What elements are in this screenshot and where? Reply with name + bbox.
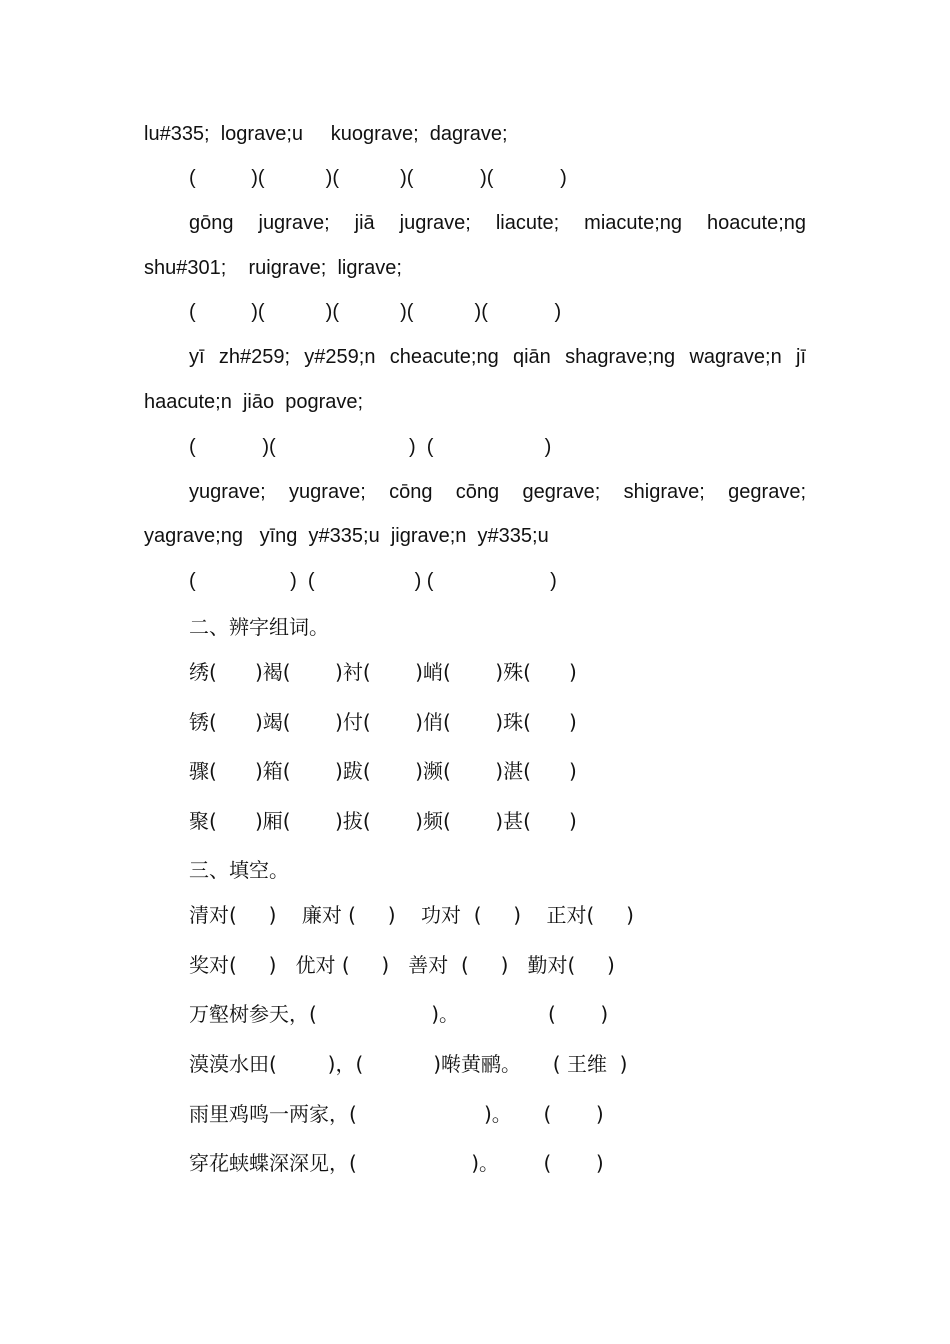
word-group-row-3: 骤( )箱( )跋( )濒( )湛( ) bbox=[189, 759, 577, 783]
fill-row-1: 清对( ) 廉对 ( ) 功对 ( ) 正对( ) bbox=[189, 903, 634, 927]
poem-line-3: 雨里鸡鸣一两家，( )。 ( ) bbox=[189, 1102, 604, 1126]
word-group-row-1: 绣( )褐( )衬( )峭( )殊( ) bbox=[189, 660, 577, 684]
section-heading-2: 二、辨字组词。 bbox=[189, 615, 329, 639]
word-group-row-4: 聚( )厢( )拔( )频( )甚( ) bbox=[189, 809, 577, 833]
section-heading-3: 三、填空。 bbox=[189, 858, 289, 882]
poem-line-1: 万壑树参天，( )。 ( ) bbox=[189, 1002, 609, 1026]
pinyin-line-4a: yugrave; yugrave; cōng cōng gegrave; shigrave; gegrave; bbox=[189, 481, 806, 503]
pinyin-line-3b: haacute;n jiāo pograve; bbox=[144, 391, 364, 413]
pinyin-line-2a: gōng jugrave; jiā jugrave; liacute; miacute;ng hoacute;ng bbox=[189, 212, 806, 234]
fill-row-2: 奖对( ) 优对 ( ) 善对 ( ) 勤对( ) bbox=[189, 953, 615, 977]
pinyin-line-2b: shu#301; ruigrave; ligrave; bbox=[144, 257, 402, 279]
pinyin-line-1: lu#335; lograve;u kuograve; dagrave; bbox=[144, 123, 508, 145]
blank-brackets-3: ( )( ) ( ) bbox=[189, 436, 552, 458]
word-group-row-2: 锈( )竭( )付( )俏( )珠( ) bbox=[189, 710, 577, 734]
pinyin-line-4b: yagrave;ng yīng y#335;u jigrave;n y#335;u bbox=[144, 525, 549, 547]
pinyin-line-3a: yī zh#259; y#259;n cheacute;ng qiān shagrave;ng wagrave;n jī bbox=[189, 346, 806, 368]
blank-brackets-2: ( )( )( )( )( ) bbox=[189, 301, 562, 323]
poem-line-2: 漠漠水田( )，( )啭黄鹂。 ( 王维 ) bbox=[189, 1052, 628, 1076]
poem-line-4: 穿花蛱蝶深深见，( )。 ( ) bbox=[189, 1151, 604, 1175]
blank-brackets-1: ( )( )( )( )( ) bbox=[189, 167, 567, 189]
blank-brackets-4: ( ) ( ) ( ) bbox=[189, 570, 557, 592]
